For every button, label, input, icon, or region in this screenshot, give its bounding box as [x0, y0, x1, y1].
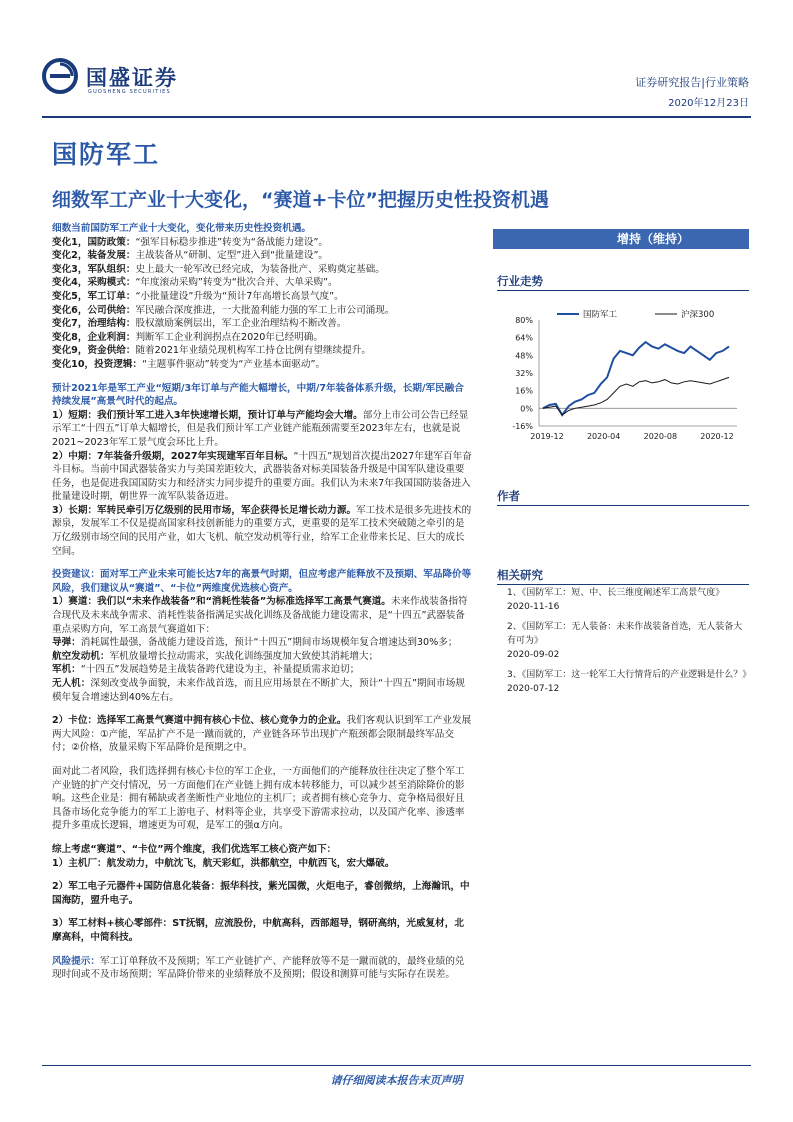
summary-intro: 细数当前国防军工产业十大变化，变化带来历史性投资机遇。	[52, 223, 312, 234]
short-term-title: 1）短期：我们预计军工进入3年快速增长期，预计订单与产能均会大增。	[52, 409, 363, 421]
report-date: 2020年12月23日	[668, 98, 749, 109]
change-label: 变化8，企业利润：	[52, 331, 136, 343]
missile-label: 导弹：	[52, 637, 81, 649]
engine-text: 军机放量增长拉动需求，实战化训练强度加大致使其消耗增大；	[109, 650, 379, 662]
related-report-1[interactable]	[507, 586, 749, 614]
related-divider	[497, 584, 749, 585]
forecast-title: 预计2021年是军工产业“短期/3年订单与产能大幅增长，中期/7年装备体系升级，长期/军民融合持续发展”高景气时代的起点。	[52, 382, 464, 408]
company-logo-icon	[42, 58, 78, 94]
footer-divider	[42, 1065, 751, 1066]
change-text: “主题事件驱动”转变为“产业基本面驱动”。	[142, 358, 326, 370]
picks-title: 综上考虑“赛道”、“卡位”两个维度，我们优选军工核心资产如下：	[52, 843, 337, 855]
related-reports	[507, 586, 752, 702]
y-tick-label: -16%	[512, 422, 533, 431]
y-tick-label: 0%	[520, 404, 533, 414]
change-item	[52, 276, 472, 290]
change-item	[52, 344, 472, 358]
position-text-2: 面对此二者风险，我们选择拥有核心卡位的军工企业，一方面他们的产能释放往往决定了整个军工产业链的扩产交付情况，另一方面他们在产业链上拥有成本转移能力，可以减少甚至消除降价的影响。这些企业是：拥有稀缺或者垄断性产业地位的主机厂；或者拥有核心竞争力、竞争格局很好且具备市场化竞争能力的军工上游电子、材料等企业，共享受下游需求拉动，以及国产化率、渗透率提升多重成长逻辑，增速更为可观，是军工的强α方向。	[52, 765, 465, 832]
aircraft-label: 军机：	[52, 664, 81, 676]
rating-badge: 增持（维持）	[493, 229, 749, 249]
position-text: 我们客观认识到军工产业发展两大风险：①产能，军品扩产不是一蹴而就的，产业链各环节出现扩产瓶颈都会限制最终军品交付；②价格，放量采购下军品降价是预期之中。	[52, 715, 472, 754]
related-report-title[interactable]: 2、《国防军工：无人装备：未来作战装备首选，无人装备大有可为》	[507, 622, 743, 646]
change-label: 变化3，军队组织：	[52, 263, 136, 275]
series-line-csi300	[543, 377, 729, 415]
y-tick-label: 80%	[515, 316, 533, 325]
x-tick-label: 2019-12	[530, 432, 564, 441]
x-tick-label: 2020-12	[700, 432, 734, 441]
change-label: 变化1，国防政策：	[52, 236, 136, 248]
brand-name: 国盛证券	[86, 66, 178, 90]
short-term-text: 部分上市公司公告已经显示军工“十四五”订单大幅增长，但是我们预计军工产业链产能瓶颈需要至2023年左右，也就是说2021~2023年军工景气度会环比上升。	[52, 409, 469, 448]
picks-materials: 3）军工材料+核心零部件：ST抚钢，应流股份，中航高科，西部超导，钢研高纳，光威复材，北摩高科，中简科技。	[52, 918, 464, 943]
uav-text: 深刻改变战争面貌，未来作战首选，而且应用场景在不断扩大，预计“十四五”期间市场规模年复合增速达到40%左右。	[52, 678, 465, 703]
change-item	[52, 249, 472, 263]
report-headline: 细数军工产业十大变化，“赛道+卡位”把握历史性投资机遇	[52, 189, 549, 211]
change-text: “年度滚动采购”转变为“批次合并、大单采购”。	[135, 277, 338, 289]
related-report-3[interactable]	[507, 668, 752, 696]
related-report-date: 2020-07-12	[507, 684, 560, 694]
x-tick-label: 2020-04	[586, 432, 621, 441]
related-report-date: 2020-11-16	[507, 602, 560, 612]
change-label: 变化10，投资逻辑：	[52, 358, 143, 370]
change-text: “强军目标稳步推进”转变为“备战能力建设”。	[135, 236, 329, 248]
change-label: 变化7，治理结构：	[52, 318, 136, 330]
header-divider	[42, 116, 751, 118]
picks-oem: 1）主机厂：航发动力，中航沈飞，航天彩虹，洪都航空，中航西飞，宏大爆破。	[52, 857, 395, 869]
series-line-defense	[543, 342, 729, 415]
related-report-date: 2020-09-02	[507, 650, 560, 660]
change-item	[52, 331, 472, 345]
author-heading: 作者	[497, 489, 520, 503]
engine-label: 航空发动机：	[52, 650, 110, 662]
report-category: 证券研究报告|行业策略	[635, 76, 749, 89]
sector-title: 国防军工	[52, 140, 161, 169]
related-report-2[interactable]	[507, 620, 749, 662]
summary-column	[52, 222, 472, 982]
missile-text: 消耗属性最强，备战能力建设首选，预计“十四五”期间市场规模年复合增速达到30%多；	[80, 637, 458, 649]
y-tick-label: 16%	[515, 386, 533, 396]
track-text: 未来作战装备指符合现代及未来战争需求、消耗性装备指满足实战化训练及备战能力建设需求，是“十四五”武器装备重点采购方向，军工高景气赛道如下：	[52, 596, 468, 635]
change-text: 主战装备从“研制、定型”进入到“批量建设”。	[135, 250, 329, 262]
x-tick-label: 2020-08	[643, 432, 678, 441]
footer-disclaimer: 请仔细阅读本报告末页声明	[330, 1074, 463, 1087]
change-item	[52, 263, 472, 277]
change-label: 变化4，采购模式：	[52, 277, 136, 289]
change-item	[52, 358, 472, 372]
legend-label: 沪深300	[681, 310, 715, 320]
change-item	[52, 317, 472, 331]
changes-list	[52, 236, 472, 372]
mid-term-title: 2）中期：7年装备升级期，2027年实现建军百年目标。	[52, 450, 294, 462]
change-label: 变化6，公司供给：	[52, 304, 136, 316]
risk-label: 风险提示：	[52, 955, 100, 967]
change-item	[52, 236, 472, 250]
change-label: 变化5，军工订单：	[52, 290, 136, 302]
trend-heading: 行业走势	[497, 274, 543, 288]
aircraft-text: “十四五”发展趋势是主战装备跨代建设为主，补量提质需求迫切；	[80, 664, 360, 676]
track-title: 1）赛道：我们以“未来作战装备”和“消耗性装备”为标准选择军工高景气赛道。	[52, 596, 391, 608]
change-text: 史上最大一轮军改已经完成，为装备批产、采购奠定基础。	[135, 263, 385, 275]
trend-divider	[497, 290, 749, 291]
legend-label: 国防军工	[583, 310, 618, 320]
related-heading: 相关研究	[497, 568, 543, 582]
change-label: 变化2，装备发展：	[52, 250, 136, 262]
change-item	[52, 304, 472, 318]
long-term-title: 3）长期：军转民牵引万亿级别的民用市场，军企获得长足增长动力源。	[52, 504, 357, 516]
position-title: 2）卡位：选择军工高景气赛道中拥有核心卡位、核心竞争力的企业。	[52, 715, 347, 727]
y-tick-label: 32%	[515, 369, 533, 378]
y-tick-label: 64%	[515, 333, 533, 343]
uav-label: 无人机：	[52, 678, 91, 689]
brand-name-en: GUOSHENG SECURITIES	[88, 89, 171, 95]
change-text: 股权激励案例层出，军工企业治理结构不断改善。	[135, 318, 347, 330]
author-divider	[497, 505, 749, 506]
industry-trend-chart	[497, 300, 749, 450]
change-label: 变化9，资金供给：	[52, 345, 136, 357]
advice-title: 投资建议：面对军工产业未来可能长达7年的高景气时期，但应考虑产能释放不及预期、军品降价等风险，我们建议从“赛道”、“卡位”两维度优选核心资产。	[52, 569, 472, 594]
related-report-title[interactable]: 3、《国防军工：这一轮军工大行情背后的产业逻辑是什么？》	[507, 670, 752, 680]
mid-term-text: “十四五”规划首次提出2027年建军百年奋斗目标。当前中国武器装备实力与美国差距较大，武器装备对标美国装备升级是中国军队建设重要任务，也是促进我国国防实力和经济实力同步提升的重要方面。我们认为未来7年我国国防装备进入批量建设时期，朝世界一流军队装备迈进。	[52, 450, 472, 503]
long-term-text: 军工技术是很多先进技术的源泉，发展军工不仅是提高国家科技创新能力的重要方式，更重要的是军工技术突破随之牵引的是万亿级别市场空间的民用产业，如大飞机、航空发动机等行业，给军工企业带来长足、巨大的成长空间。	[52, 504, 472, 557]
change-text: 随着2021年业绩兑现机构军工持仓比例有望继续提升。	[135, 345, 371, 357]
risk-text: 军工订单释放不及预期；军工产业链扩产、产能释放等不是一蹴而就的，最终业绩的兑现时间或不及市场预期；军品降价带来的业绩释放不及预期；假设和测算可能与实际存在误差。	[52, 955, 465, 981]
change-item	[52, 290, 472, 304]
y-tick-label: 48%	[515, 351, 533, 361]
change-text: 判断军工企业利润拐点在2020年已经明确。	[135, 331, 323, 343]
change-text: “小批量建设”升级为“预计7年高增长高景气度”。	[135, 290, 344, 302]
picks-electronics: 2）军工电子元器件+国防信息化装备：振华科技，紫光国微，火炬电子，睿创微纳，上海瀚讯，中国海防，盟升电子。	[52, 881, 470, 906]
related-report-title[interactable]: 1、《国防军工：短、中、长三维度阐述军工高景气度》	[507, 588, 725, 598]
change-text: 军民融合深度推进，一大批盈利能力强的军工上市公司涌现。	[135, 304, 395, 316]
